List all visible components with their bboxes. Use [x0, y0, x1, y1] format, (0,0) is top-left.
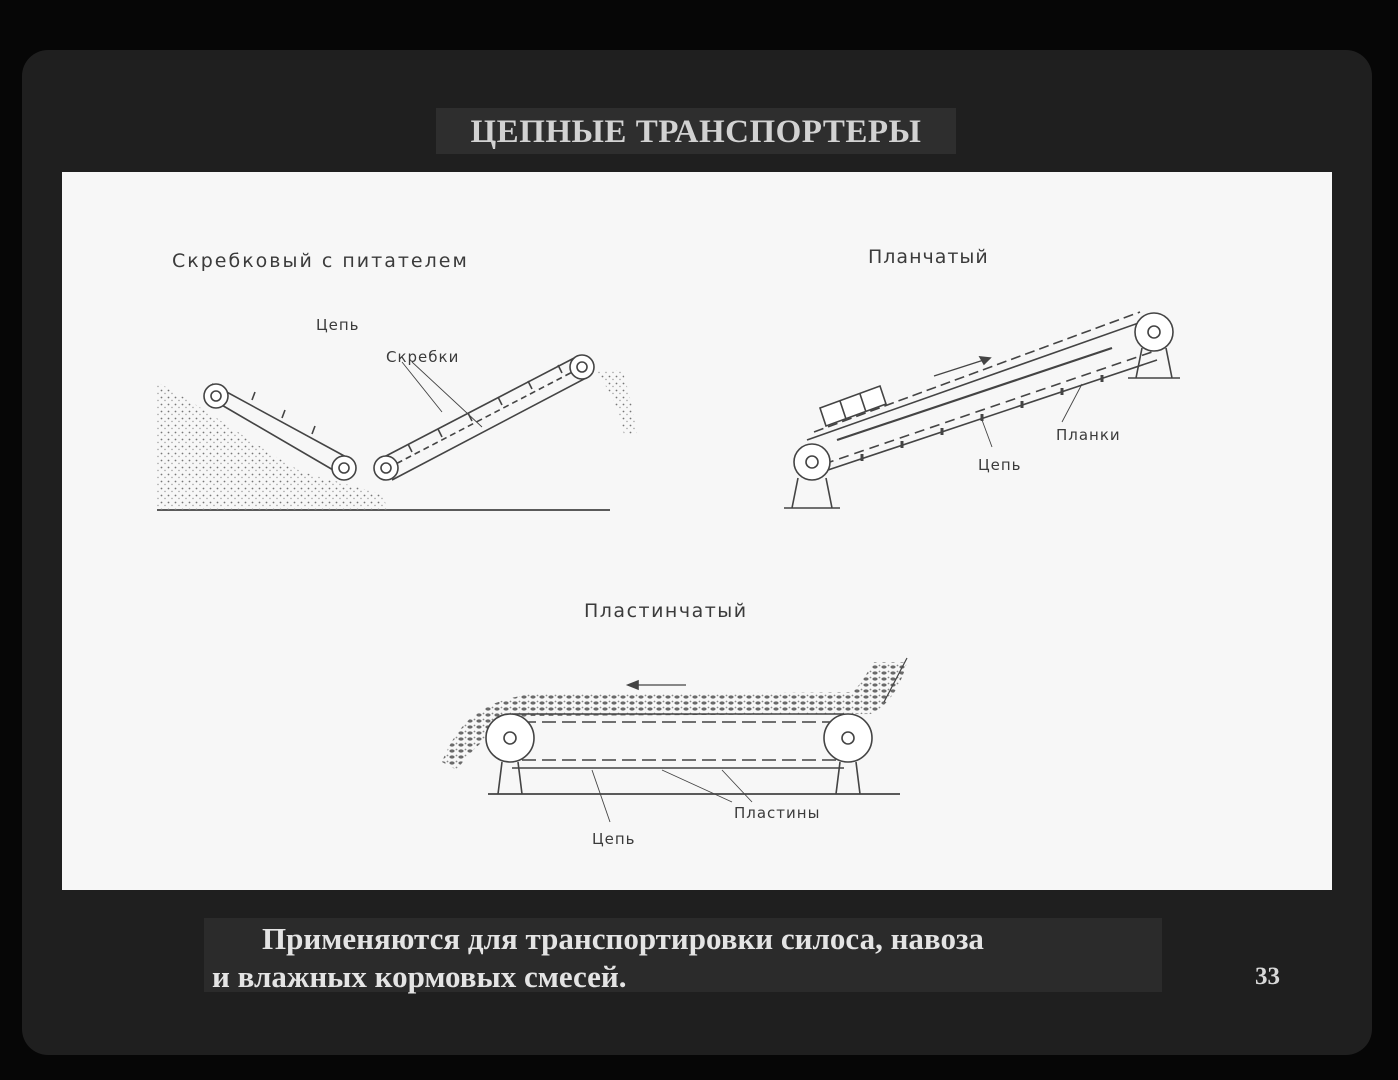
plate-conveyor-heading: Пластинчатый — [584, 600, 748, 622]
scraper-conveyor-drawing — [157, 355, 637, 510]
slat-chain-label: Цепь — [978, 456, 1022, 474]
scraper-scrapers-label: Скребки — [386, 348, 460, 366]
plate-plates-label: Пластины — [734, 804, 821, 822]
slat-conveyor-heading: Планчатый — [868, 246, 989, 268]
page-number: 33 — [1255, 963, 1280, 990]
plate-chain-label: Цепь — [592, 830, 636, 848]
slat-slats-label: Планки — [1056, 426, 1121, 444]
slide-title: ЦЕПНЫЕ ТРАНСПОРТЕРЫ — [470, 114, 922, 150]
plate-conveyor-drawing — [442, 658, 907, 822]
caption-line-2: и влажных кормовых смесей. — [212, 959, 627, 994]
slat-conveyor-drawing — [784, 312, 1180, 508]
caption-line-1: Применяются для транспортировки силоса, навоза — [262, 921, 984, 956]
diagram-drawings — [62, 172, 1332, 890]
caption — [212, 920, 1162, 996]
scraper-conveyor-heading: Скребковый с питателем — [172, 250, 469, 272]
scraper-chain-label: Цепь — [316, 316, 360, 334]
diagram-panel — [62, 172, 1332, 890]
